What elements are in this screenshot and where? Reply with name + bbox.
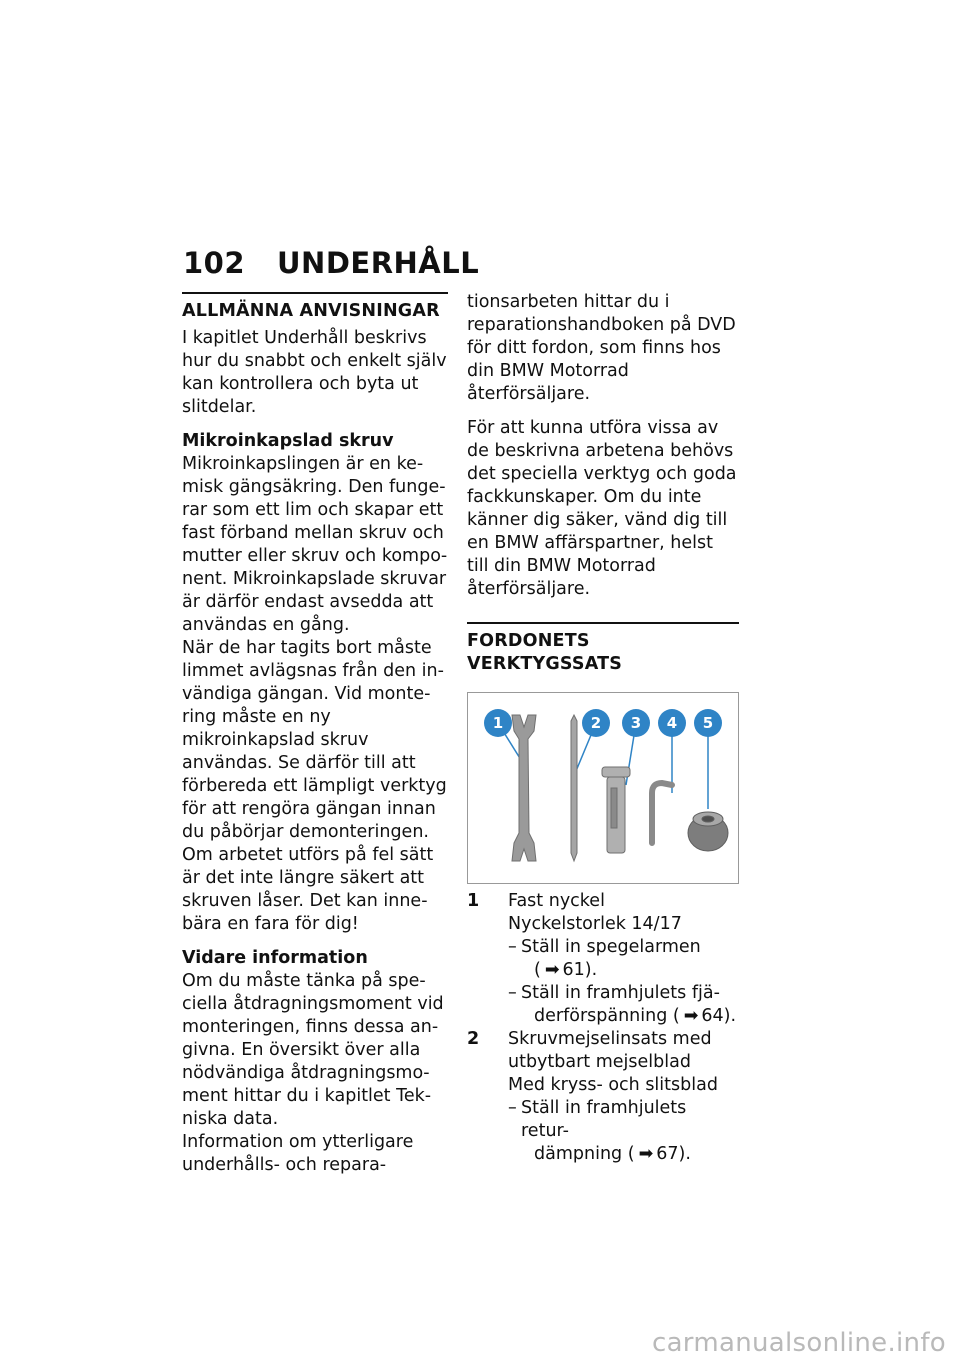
paragraph-repair-info: Information om ytterligare underhålls- och repara- <box>182 1132 414 1175</box>
page-number: 102 <box>183 246 246 280</box>
svg-text:5: 5 <box>702 714 714 732</box>
page-reference-arrow-icon: ➡ <box>638 1144 654 1164</box>
svg-text:3: 3 <box>630 714 642 732</box>
tool-item-title: Skruvmejselinsats med utbytbart mejselblad <box>508 1029 712 1072</box>
callout-1 <box>484 709 512 737</box>
tool-item-detail: Nyckelstorlek 14/17 <box>508 914 682 934</box>
section-title-toolkit: FORDONETS VERKTYGSSATS <box>467 631 623 674</box>
callout-3 <box>622 709 650 737</box>
left-column <box>182 292 448 1177</box>
section-rule <box>182 292 448 294</box>
sub-item: – Ställ in framhjulets retur- dämpning ( ➡ 67). <box>508 1098 691 1164</box>
toolkit-figure <box>467 692 739 884</box>
right-column <box>467 291 739 1166</box>
callout-4 <box>658 709 686 737</box>
sub-item-text: Ställ in framhjulets retur- <box>521 1098 687 1141</box>
page-reference-arrow-icon: ➡ <box>544 960 560 980</box>
subheading-further-information: Vidare information <box>182 948 368 968</box>
page-reference[interactable]: 61). <box>562 960 598 980</box>
intro-paragraph: I kapitlet Underhåll beskrivs hur du snabbt och enkelt själv kan kontrollera och byta ut slitdelar. <box>182 328 447 417</box>
tool-list <box>467 890 739 1166</box>
open-end-wrench-icon <box>512 715 536 861</box>
tool-item-number: 1 <box>467 891 480 911</box>
watermark: carmanualsonline.info <box>651 1328 946 1358</box>
socket-icon <box>688 812 728 851</box>
paragraph-microencapsulation: Mikroinkapslingen är en kemisk gängsäkring. Den fungerar som ett lim och skapar ett fast förband mellan skruv och mutter eller skruv och komponent. Mikroinkapslade skruvar är därför endast avsedda att användas en gång. <box>182 454 448 635</box>
sub-item: – Ställ in spegelarmen ( ➡ 61). <box>508 937 701 980</box>
section-rule <box>467 622 739 624</box>
toolkit-illustration <box>468 693 738 883</box>
paragraph-removal: När de har tagits bort måste limmet avlägsnas från den invändiga gängan. Vid montering måste en ny mikroinkapslad skruv användas. Se därför till att förbereda ett lämpligt verktyg för att rengöra gängan innan du påbörjar demonteringen. Om arbetet utförs på fel sätt är det inte längre säkert att skruven låser. Det kan innebära en fara för dig! <box>182 638 447 934</box>
tool-item-detail: Med kryss- och slitsblad <box>508 1075 718 1095</box>
svg-text:4: 4 <box>666 714 678 732</box>
page-reference-arrow-icon: ➡ <box>683 1006 699 1026</box>
sub-item-text: Ställ in framhjulets fjä- <box>521 983 720 1003</box>
paragraph-special-tools: För att kunna utföra vissa av de beskrivna arbetena behövs det speciella verktyg och goda fackkunskaper. Om du inte känner dig säker, vänd dig till en BMW affärspartner, helst till din BMW Motorrad återförsäljare. <box>467 418 737 599</box>
sub-item-text: Ställ in spegelarmen <box>521 937 701 957</box>
section-title-general: ALLMÄNNA ANVISNINGAR <box>182 301 440 321</box>
callout-5 <box>694 709 722 737</box>
hex-key-icon <box>652 783 672 843</box>
page-reference[interactable]: 64). <box>701 1006 737 1026</box>
chapter-title: UNDERHÅLL <box>277 246 480 280</box>
paragraph-torque: Om du måste tänka på speciella åtdragningsmoment vid monteringen, finns dessa angivna. En översikt över alla nödvändiga åtdragningsmoment hittar du i kapitlet Tekniska data. <box>182 971 444 1129</box>
screwdriver-handle-icon <box>602 767 630 853</box>
sub-item: – Ställ in framhjulets fjä- derförspänning ( ➡ 64). <box>508 983 737 1026</box>
tool-item-2 <box>467 1028 739 1166</box>
svg-text:1: 1 <box>492 714 504 732</box>
page-reference[interactable]: 67). <box>656 1144 691 1164</box>
svg-text:2: 2 <box>590 714 602 732</box>
callout-2 <box>582 709 610 737</box>
tool-item-title: Fast nyckel <box>508 891 605 911</box>
page-header <box>183 246 479 280</box>
paragraph-repair-manual: tionsarbeten hittar du i reparationshandboken på DVD för ditt fordon, som finns hos din BMW Motorrad återförsäljare. <box>467 292 736 404</box>
screwdriver-bit-icon <box>571 715 577 861</box>
subheading-microencapsulated-screw: Mikroinkapslad skruv <box>182 431 394 451</box>
tool-item-1 <box>467 890 739 1028</box>
tool-item-number: 2 <box>467 1029 480 1049</box>
